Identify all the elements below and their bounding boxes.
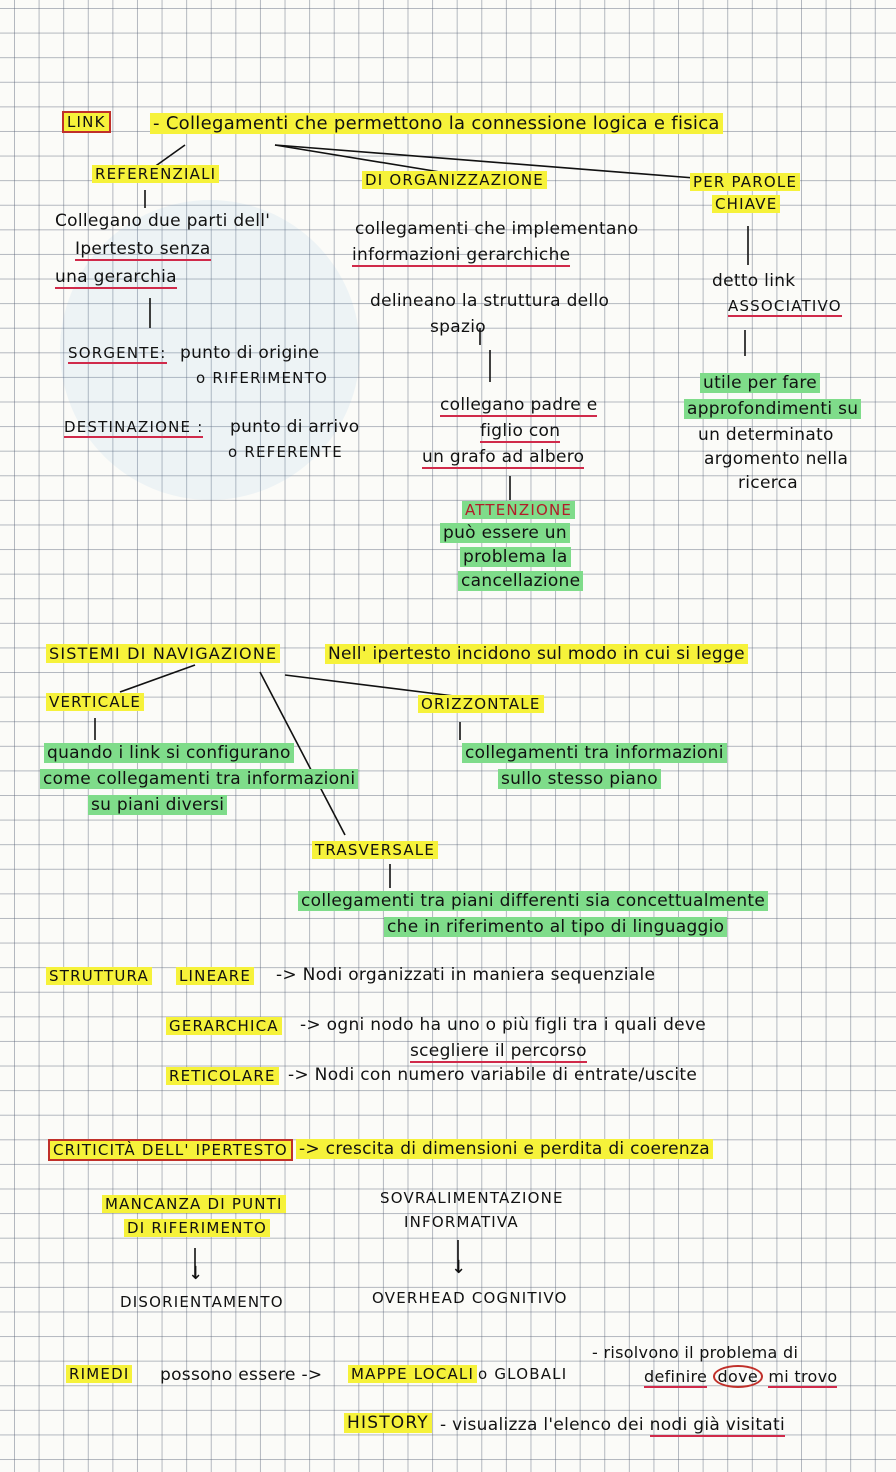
orizzontale-desc-1: collegamenti tra informazioni: [462, 744, 727, 764]
criticita-b-label-1: SOVRALIMENTAZIONE: [380, 1189, 564, 1207]
organizzazione-desc-1: collegamenti che implementano: [355, 219, 639, 239]
attenzione-desc-1: può essere un: [440, 524, 570, 544]
organizzazione-desc-7: un grafo ad albero: [422, 447, 585, 467]
criticita-title: CRITICITÀ DELL' IPERTESTO: [48, 1142, 293, 1159]
struttura-title: STRUTTURA: [46, 968, 152, 985]
criticita-a-label-1: MANCANZA DI PUNTI: [102, 1196, 286, 1213]
navigazione-definition: Nell' ipertesto incidono sul modo in cui si legge: [325, 645, 748, 665]
arrow-down-icon: ↓: [451, 1257, 467, 1278]
sorgente-desc-1: punto di origine: [180, 343, 320, 363]
attenzione-label: ATTENZIONE: [462, 502, 575, 519]
referenziali-desc-3: una gerarchia: [55, 267, 177, 287]
organizzazione-desc-3: delineano la struttura dello: [370, 291, 610, 311]
trasversale-desc-1: collegamenti tra piani differenti sia concettualmente: [298, 892, 768, 912]
parole-chiave-use-3: un determinato: [698, 425, 834, 445]
rimedi-text-4: definire dove mi trovo: [644, 1367, 838, 1386]
struttura-reticolare-label: RETICOLARE: [166, 1068, 279, 1085]
orizzontale-label: ORIZZONTALE: [418, 696, 544, 713]
referenziali-desc-1: Collegano due parti dell': [55, 211, 271, 231]
parole-chiave-use-4: argomento nella: [704, 449, 849, 469]
verticale-desc-3: su piani diversi: [88, 796, 227, 816]
attenzione-desc-2: problema la: [460, 548, 571, 568]
destinazione-label: DESTINAZIONE :: [64, 418, 204, 436]
struttura-lineare-desc: -> Nodi organizzati in maniera sequenziale: [276, 965, 656, 985]
organizzazione-desc-2: informazioni gerarchiche: [352, 245, 571, 265]
criticita-b-label-2: INFORMATIVA: [404, 1213, 519, 1231]
verticale-label: VERTICALE: [46, 694, 144, 711]
organizzazione-desc-4: spazio: [430, 317, 486, 337]
referenziali-label: REFERENZIALI: [92, 166, 219, 183]
organizzazione-desc-6: figlio con: [480, 421, 561, 441]
orizzontale-desc-2: sullo stesso piano: [498, 770, 661, 790]
struttura-reticolare-desc: -> Nodi con numero variabile di entrate/uscite: [288, 1065, 698, 1085]
struttura-gerarchica-desc-2: scegliere il percorso: [410, 1041, 587, 1061]
parole-chiave-use-5: ricerca: [738, 473, 798, 493]
rimedi-mappe: MAPPE LOCALI: [348, 1366, 477, 1383]
trasversale-label: TRASVERSALE: [312, 842, 438, 859]
struttura-gerarchica-desc-1: -> ogni nodo ha uno o più figli tra i quali deve: [300, 1015, 707, 1035]
parole-chiave-label-2: CHIAVE: [712, 196, 780, 213]
destinazione-desc-1: punto di arrivo: [230, 417, 360, 437]
destinazione-desc-2: o REFERENTE: [228, 443, 343, 461]
history-label: HISTORY: [344, 1414, 432, 1434]
sorgente-label: SORGENTE:: [68, 344, 167, 362]
parole-chiave-use-1: utile per fare: [700, 374, 820, 394]
navigazione-title: SISTEMI DI NAVIGAZIONE: [46, 645, 280, 663]
parole-chiave-desc-1: detto link: [712, 271, 796, 291]
parole-chiave-use-2: approfondimenti su: [684, 400, 861, 420]
attenzione-desc-3: cancellazione: [458, 572, 583, 592]
parole-chiave-desc-2: ASSOCIATIVO: [728, 297, 842, 315]
rimedi-label: RIMEDI: [66, 1366, 132, 1383]
link-title: LINK: [62, 112, 111, 133]
arrow-down-icon: ↓: [188, 1263, 204, 1284]
verticale-desc-1: quando i link si configurano: [44, 744, 294, 764]
struttura-gerarchica-label: GERARCHICA: [166, 1018, 282, 1035]
rimedi-text-3: - risolvono il problema di: [592, 1343, 799, 1362]
parole-chiave-label-1: PER PAROLE: [690, 174, 800, 191]
criticita-definition: -> crescita di dimensioni e perdita di coerenza: [296, 1140, 713, 1160]
organizzazione-label: DI ORGANIZZAZIONE: [362, 172, 547, 189]
criticita-a-label-2: DI RIFERIMENTO: [124, 1220, 270, 1237]
sorgente-desc-2: o RIFERIMENTO: [196, 369, 328, 387]
trasversale-desc-2: che in riferimento al tipo di linguaggio: [384, 918, 727, 938]
rimedi-text-2: o GLOBALI: [478, 1365, 568, 1383]
referenziali-desc-2: Ipertesto senza: [75, 239, 211, 259]
history-desc: - visualizza l'elenco dei nodi già visitati: [440, 1415, 786, 1435]
struttura-lineare-label: LINEARE: [176, 968, 254, 985]
criticita-b-result: OVERHEAD COGNITIVO: [372, 1289, 568, 1307]
organizzazione-desc-5: collegano padre e: [440, 395, 598, 415]
verticale-desc-2: come collegamenti tra informazioni: [40, 770, 358, 790]
link-definition: - Collegamenti che permettono la connessione logica e fisica: [150, 114, 723, 135]
criticita-a-result: DISORIENTAMENTO: [120, 1293, 284, 1311]
rimedi-text-1: possono essere ->: [160, 1365, 323, 1385]
